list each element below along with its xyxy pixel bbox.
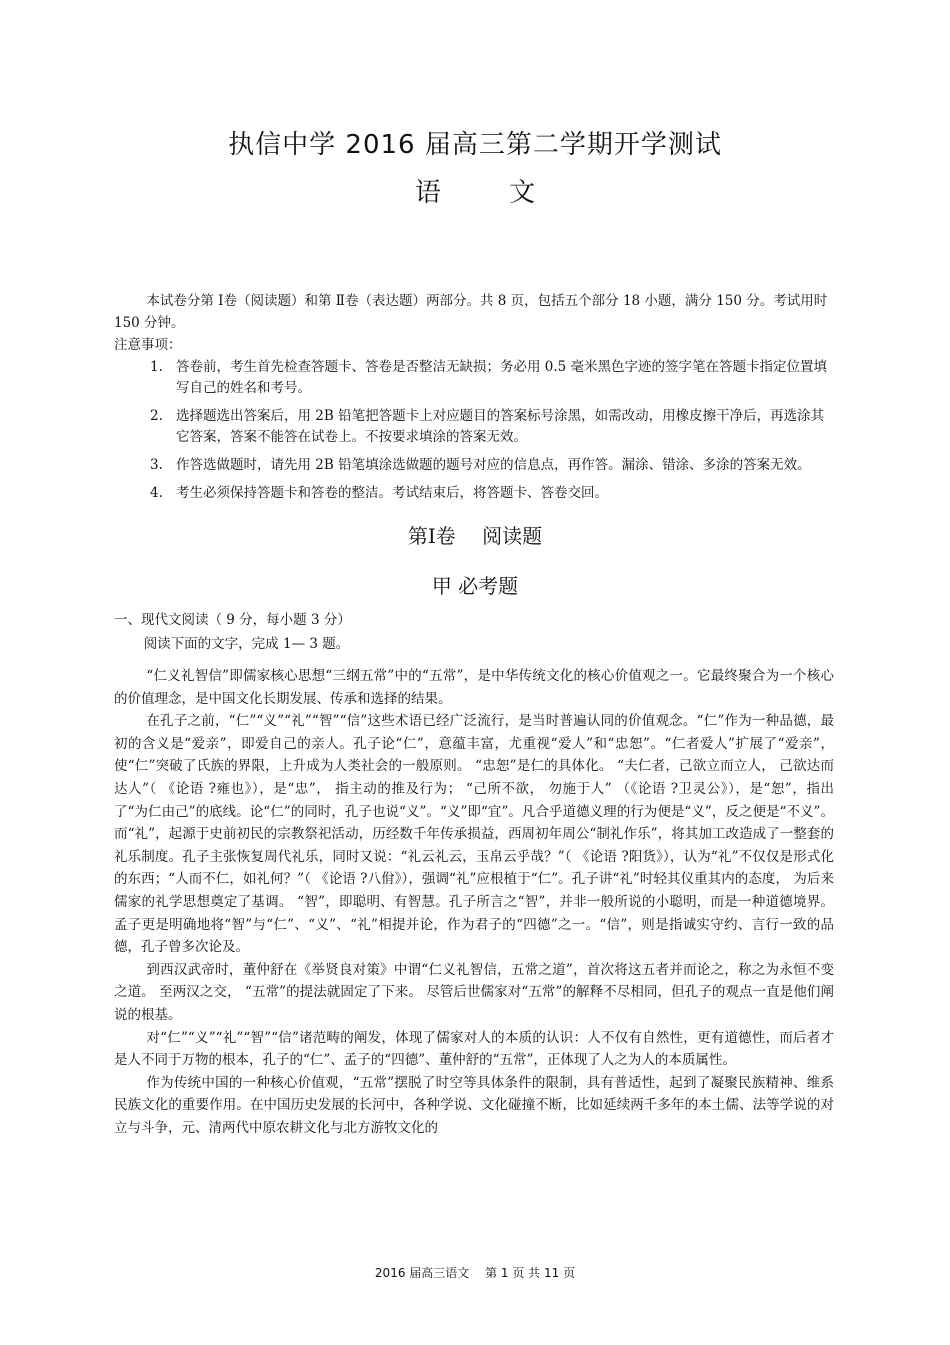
passage-paragraph: 作为传统中国的一种核心价值观，“五常”摆脱了时空等具体条件的限制，具有普适性，起到了凝聚民族精神、维系民族文化的重要作用。在中国历史发展的长河中，各种学说、文化碰撞不断，比如延续两千多年的本土儒、法等学说的对立与斗争，元、清两代中原农耕文化与北方游牧文化的 bbox=[114, 1074, 834, 1136]
passage-paragraph: 到西汉武帝时，董仲舒在《举贤良对策》中谓“仁义礼智信，五常之道”，首次将这五者并而论之，称之为永恒不变之道。 至两汉之交， “五常”的提法就固定了下来。 尽管后世儒家对“五常”的解释不尽相同，但孔子的观点一直是他们阐说的根基。 bbox=[114, 961, 834, 1023]
section-heading-2: 甲 必考题 bbox=[431, 574, 519, 598]
section-heading-1: 第Ⅰ卷 阅读题 bbox=[407, 524, 543, 548]
subject-title: 语 文 bbox=[414, 178, 566, 208]
notice-item: 4. 考生必须保持答题卡和答卷的整洁。考试结束后，将答题卡、答卷交回。 bbox=[150, 485, 608, 501]
page-footer: 2016 届高三语文 第 1 页 共 11 页 bbox=[374, 1266, 576, 1280]
notice-list bbox=[150, 357, 830, 511]
passage-paragraph: “仁义礼智信”即儒家核心思想“三纲五常”中的“五常”，是中华传统文化的核心价值观之一。它最终聚合为一个核心的价值理念，是中国文化长期发展、传承和选择的结果。 bbox=[114, 668, 834, 707]
question-heading: 一、现代文阅读（ 9 分，每小题 3 分） bbox=[114, 612, 351, 628]
exam-intro bbox=[114, 290, 834, 356]
notice-item: 1. 答卷前，考生首先检查答题卡、答卷是否整洁无缺损；务必用 0.5 毫米黑色字迹的签字笔在答题卡指定位置填写自己的姓名和考号。 bbox=[150, 359, 828, 396]
notice-title: 注意事项： bbox=[114, 337, 182, 353]
notice-item: 3. 作答选做题时，请先用 2B 铅笔填涂选做题的题号对应的信息点，再作答。漏涂、错涂、多涂的答案无效。 bbox=[150, 457, 811, 473]
notice-item: 2. 选择题选出答案后，用 2B 铅笔把答题卡上对应题目的答案标号涂黑，如需改动，用橡皮擦干净后，再选涂其它答案，答案不能答在试卷上。不按要求填涂的答案无效。 bbox=[150, 408, 825, 445]
intro-text: 本试卷分第 Ⅰ卷（阅读题）和第 Ⅱ卷（表达题）两部分。共 8 页，包括五个部分 18 小题，满分 150 分。考试用时 150 分钟。 bbox=[114, 293, 828, 331]
question-block bbox=[114, 608, 834, 656]
question-instruction: 阅读下面的文字，完成 1— 3 题。 bbox=[143, 636, 350, 652]
exam-title: 执信中学 2016 届高三第二学期开学测试 bbox=[228, 130, 722, 160]
reading-passage bbox=[114, 665, 834, 1139]
passage-paragraph: 在孔子之前，“仁”“义”“礼”“智”“信”这些术语已经广泛流行，是当时普遍认同的价值观念。“仁”作为一种品德，最初的含义是“爱亲”，即爱自己的亲人。孔子论“仁”，意蕴丰富，尤重视“爱人”和“忠恕”。“仁者爱人”扩展了“爱亲”，使“仁”突破了氏族的界限，上升成为人类社会的一般原则。 “忠恕”是仁的具体化。 “夫仁者，己欲立而立人， 己欲达而达人”（ 《论语 ?雍也》），是“忠”， 指主动的推及行为； “己所不欲， 勿施于人” （《论语 ?卫灵公》），是“恕”，指出了“为仁由己”的底线。论“仁”的同时，孔子也说“义”。“义”即“宜”。凡合乎道德义理的行为便是“义”，反之便是“不义”。而“礼”，起源于史前初民的宗教祭祀活动，历经数千年传承损益，西周初年周公“制礼作乐”，将其加工改造成了一整套的礼乐制度。孔子主张恢复周代礼乐，同时又说：“礼云礼云，玉帛云乎哉？”（ 《论语 ?阳货》），认为“礼”不仅仅是形式化的东西；“人而不仁，如礼何？”（ 《论语 ?八佾》），强调“礼”应根植于“仁”。孔子讲“礼”时轻其仪重其内的态度， 为后来儒家的礼学思想奠定了基调。 “智”，即聪明、有智慧。孔子所言之“智”，并非一般所说的小聪明，而是一种道德境界。孟子更是明确地将“智”与“仁”、“义”、“礼”相提并论，作为君子的“四德”之一。“信”，则是指诚实守约、言行一致的品德，孔子曾多次论及。 bbox=[114, 713, 834, 956]
passage-paragraph: 对“仁”“义”“礼”“智”“信”诸范畴的阐发，体现了儒家对人的本质的认识：人不仅有自然性，更有道德性，而后者才是人不同于万物的根本，孔子的“仁”、孟子的“四德”、董仲舒的“五常”，正体现了人之为人的本质属性。 bbox=[114, 1029, 834, 1069]
